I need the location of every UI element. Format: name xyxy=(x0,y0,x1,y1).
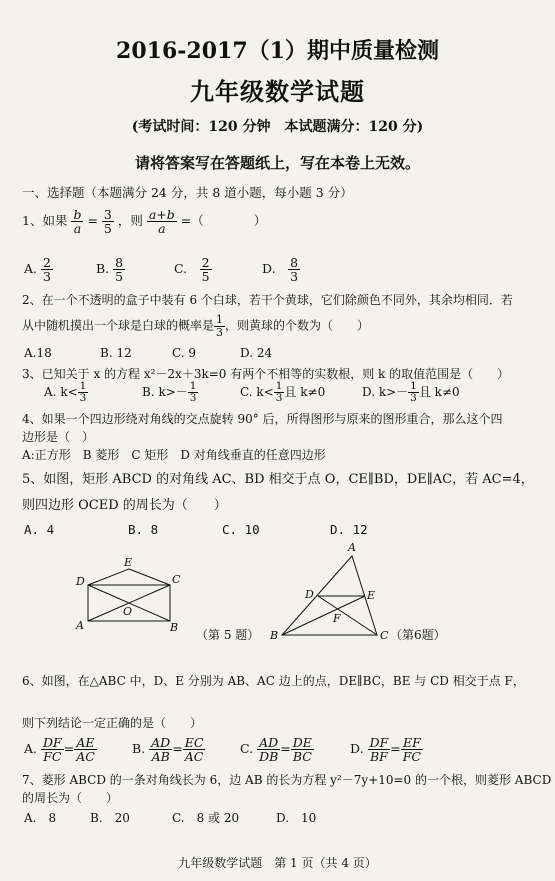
q3-option-b: B. k>－ $\frac{1}{3}$ xyxy=(142,380,197,405)
q2-option-c: C. 9 xyxy=(172,346,197,360)
question-7-line2: 的周长为（ ） xyxy=(22,791,119,805)
q2-option-d: D. 24 xyxy=(240,346,273,360)
q1-option-b: B. $\frac{8}{5}$ xyxy=(96,255,124,285)
q5-option-d: D. 12 xyxy=(330,522,368,537)
figure-6-caption: （第6题） xyxy=(390,628,446,642)
q1-option-d: D. $\frac{8}{3}$ xyxy=(262,255,299,285)
fig5-label-d: D xyxy=(76,575,85,588)
question-2-line2: 从中随机摸出一个球是白球的概率是 $\frac{1}{3}$ ，则黄球的个数为（ ） xyxy=(22,313,370,339)
q1-equals: = xyxy=(87,213,98,229)
fig5-label-a: A xyxy=(76,619,84,632)
fig5-label-b: B xyxy=(170,621,179,634)
answer-notice: 请将答案写在答题纸上，写在本卷上无效。 xyxy=(134,154,420,172)
q6-option-d: D. $\frac{DF}{BF}$ = $\frac{EF}{FC}$ xyxy=(350,735,421,765)
fig6-label-c: C xyxy=(380,629,389,642)
fig5-label-e: E xyxy=(124,556,133,569)
question-4-line2: 边形是（ ） xyxy=(22,430,95,444)
q6-option-b: B. $\frac{AD}{AB}$ = $\frac{EC}{AC}$ xyxy=(132,735,204,765)
page-footer: 九年级数学试题 第 1 页（共 4 页） xyxy=(178,856,377,870)
q1-value-fraction: $\frac{3}{5}$ xyxy=(103,207,112,237)
q1-prefix: 1、如果 xyxy=(22,213,68,229)
question-6-line1: 6、如图，在△ABC 中，D、E 分别为 AB、AC 边上的点，DE∥BC，BE 与 CD 相交于点 F， xyxy=(22,674,525,688)
question-4-line1: 4、如果一个四边形绕对角线的交点旋转 90° 后，所得图形与原来的图形重合，那么这个四 xyxy=(22,412,503,426)
fig5-label-c: C xyxy=(172,573,181,586)
fig5-label-o: O xyxy=(123,605,133,618)
q1-suffix: =（ ） xyxy=(180,213,267,229)
fig6-label-e: E xyxy=(367,589,376,602)
q5-option-a: A. 4 xyxy=(24,522,55,537)
question-3-stem: 3、已知关于 x 的方程 x²－2x＋3k=0 有两个不相等的实数根，则 k 的取值范围是（ ） xyxy=(22,367,510,381)
q6-option-a: A. $\frac{DF}{FC}$ = $\frac{AE}{AC}$ xyxy=(24,735,95,765)
fig6-label-f: F xyxy=(333,612,341,625)
q2-option-a: A.18 xyxy=(24,346,52,360)
exam-info: (考试时间：120 分钟 本试题满分：120 分) xyxy=(131,119,424,135)
q1-middle: ，则 xyxy=(117,213,143,229)
fig6-label-d: D xyxy=(305,588,314,601)
q7-option-b: B. 20 xyxy=(90,811,130,825)
exam-title: 2016-2017（1）期中质量检测 xyxy=(116,38,439,64)
exam-subtitle: 九年级数学试题 xyxy=(190,77,365,106)
q2-option-b: B. 12 xyxy=(100,346,132,360)
question-7-line1: 7、菱形 ABCD 的一条对角线长为 6，边 AB 的长为方程 y²－7y+10=0 的一个根，则菱形 ABCD xyxy=(22,773,552,787)
q6-option-c: C. $\frac{AD}{DB}$ = $\frac{DE}{BC}$ xyxy=(240,735,312,765)
q1-expression-fraction: $\frac{a+b}{a}$ xyxy=(148,207,175,237)
question-6-line2: 则下列结论一定正确的是（ ） xyxy=(22,716,203,730)
q7-option-d: D. 10 xyxy=(276,811,317,825)
q1-option-a: A. $\frac{2}{3}$ xyxy=(24,255,51,285)
q4-options: A:正方形 B 菱形 C 矩形 D 对角线垂直的任意四边形 xyxy=(22,448,326,462)
q7-option-a: A. 8 xyxy=(24,811,57,825)
fig6-label-a: A xyxy=(348,541,356,554)
q1-condition-fraction: $\frac{b}{a}$ xyxy=(73,207,82,237)
q3-option-d: D. k>－ $\frac{1}{3}$ 且 k≠0 xyxy=(362,380,460,405)
question-2-line1: 2、在一个不透明的盒子中装有 6 个白球，若干个黄球，它们除颜色不同外，其余均相同．若 xyxy=(22,293,513,307)
q7-option-c: C. 8 或 20 xyxy=(172,811,240,825)
question-5-line1: 5、如图，矩形 ABCD 的对角线 AC、BD 相交于点 O，CE∥BD，DE∥AC，若 AC=4， xyxy=(22,472,534,487)
q5-option-c: C. 10 xyxy=(222,522,260,537)
fig6-label-b: B xyxy=(270,629,279,642)
q1-option-c: C. $\frac{2}{5}$ xyxy=(174,255,210,285)
figure-5-caption: （第 5 题） xyxy=(196,628,260,642)
q3-option-c: C. k< $\frac{1}{3}$ 且 k≠0 xyxy=(240,380,326,405)
fig6-segment-be xyxy=(282,596,365,635)
q3-option-a: A. k< $\frac{1}{3}$ xyxy=(44,380,87,405)
q5-option-b: B. 8 xyxy=(128,522,159,537)
section-title: 一、选择题（本题满分 24 分，共 8 道小题，每小题 3 分） xyxy=(22,185,353,200)
question-5-line2: 则四边形 OCED 的周长为（ ） xyxy=(22,498,227,513)
